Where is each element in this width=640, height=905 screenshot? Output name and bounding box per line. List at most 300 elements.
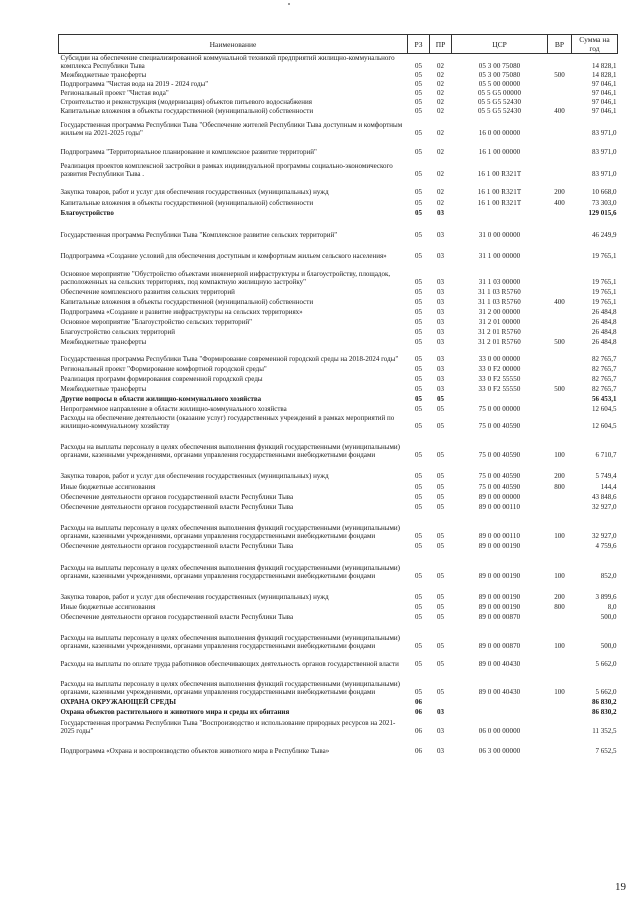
table-row <box>59 651 618 669</box>
cell-csr: 31 2 01 00000 <box>478 317 521 326</box>
cell-pr: 02 <box>437 70 444 79</box>
cell-pr: 03 <box>437 707 444 716</box>
cell-csr: 75 0 00 40590 <box>478 421 521 430</box>
cell-pr: 05 <box>437 531 444 540</box>
cell-rz: 05 <box>415 659 422 668</box>
cell-rz: 05 <box>415 187 422 196</box>
cell-name: Региональный проект "Формирование комфортной городской среды" <box>60 364 267 373</box>
cell-pr: 02 <box>437 88 444 97</box>
cell-rz: 05 <box>415 208 422 217</box>
cell-name: Государственная программа Республики Тыва "Комплексное развитие сельских территорий" <box>60 230 338 239</box>
cell-name: Благоустройство сельских территорий <box>60 327 175 336</box>
cell-csr: 89 0 00 40430 <box>478 659 521 668</box>
cell-pr: 03 <box>437 307 444 316</box>
table-row <box>59 697 618 707</box>
cell-rz: 05 <box>415 307 422 316</box>
cell-sum: 32 927,0 <box>592 502 617 511</box>
cell-name: Закупка товаров, работ и услуг для обеспечения государственных (муниципальных) нужд <box>60 471 329 480</box>
cell-csr: 16 0 00 00000 <box>478 128 521 137</box>
cell-sum: 8,0 <box>607 602 617 611</box>
cell-pr: 05 <box>437 602 444 611</box>
table-row <box>59 116 618 138</box>
table-row <box>59 460 618 481</box>
cell-sum: 5 749,4 <box>595 471 617 480</box>
cell-sum: 144,4 <box>600 482 617 491</box>
cell-vr: 400 <box>554 198 565 207</box>
cell-pr: 05 <box>437 571 444 580</box>
cell-sum: 7 652,5 <box>595 746 617 755</box>
cell-pr: 02 <box>437 187 444 196</box>
cell-csr: 31 2 01 R5760 <box>478 327 521 336</box>
budget-table <box>58 34 618 756</box>
cell-csr: 75 0 00 00000 <box>478 404 521 413</box>
cell-csr: 05 3 00 75080 <box>478 70 521 79</box>
cell-vr: 400 <box>554 106 565 115</box>
cell-name: Основное мероприятие "Обустройство объектами инженерной инфраструктуры и благоустройству, площадок, расположенных на сельских территориях, под компактную жилищную застройку" <box>60 269 391 286</box>
cell-rz: 05 <box>415 354 422 363</box>
cell-csr: 31 0 00 00000 <box>478 230 521 239</box>
cell-vr <box>548 612 572 622</box>
table-row <box>59 502 618 512</box>
table-row <box>59 492 618 502</box>
table-row <box>59 297 618 307</box>
header-csr: ЦСР <box>452 35 548 54</box>
cell-vr <box>548 157 572 179</box>
table-row <box>59 404 618 414</box>
cell-csr: 31 1 03 R5760 <box>478 287 521 296</box>
cell-name: Охрана объектов растительного и животного мира и среды их обитания <box>60 707 290 716</box>
budget-table-sheet <box>58 34 617 756</box>
cell-sum: 5 662,0 <box>595 659 617 668</box>
cell-name: Расходы на выплаты персоналу в целях обеспечения выполнения функций государственными (муниципальными) органами, казенными учреждениями, органами управления государственными внебюджетными фондами <box>60 563 401 580</box>
cell-pr: 03 <box>437 287 444 296</box>
cell-vr <box>548 502 572 512</box>
cell-sum: 82 765,7 <box>592 354 617 363</box>
cell-pr: 03 <box>437 297 444 306</box>
cell-csr: 05 5 G5 52430 <box>477 106 522 115</box>
table-row <box>59 71 618 80</box>
cell-csr: 05 5 G5 00000 <box>477 88 522 97</box>
cell-vr <box>548 218 572 240</box>
cell-vr: 500 <box>554 384 565 393</box>
cell-name: Расходы на выплаты персоналу в целях обеспечения выполнения функций государственными (муниципальными) органами, казенными учреждениями, органами управления государственными внебюджетными фондами <box>60 442 401 459</box>
cell-rz: 06 <box>415 697 422 706</box>
cell-csr: 89 0 00 00000 <box>478 492 521 501</box>
cell-rz: 05 <box>415 169 422 178</box>
cell-rz: 06 <box>415 726 422 735</box>
cell-pr: 02 <box>437 198 444 207</box>
cell-vr: 200 <box>554 471 565 480</box>
cell-name: Государственная программа Республики Тыва "Формирование современной городской среды на 2018-2024 годы" <box>60 354 399 363</box>
cell-rz: 05 <box>415 106 422 115</box>
cell-sum: 56 453,1 <box>592 394 617 403</box>
cell-name: Расходы на выплаты персоналу в целях обеспечения выполнения функций государственными (муниципальными) органами, казенными учреждениями, органами управления государственными внебюджетными фондами <box>60 523 401 540</box>
cell-rz: 05 <box>415 337 422 346</box>
cell-sum: 97 046,1 <box>592 97 617 106</box>
cell-name: Непрограммное направление в области жилищно-коммунального хозяйства <box>60 404 287 413</box>
table-row <box>59 157 618 179</box>
cell-rz: 05 <box>415 79 422 88</box>
header-rz: РЗ <box>408 35 430 54</box>
cell-csr: 16 1 00 00000 <box>478 147 521 156</box>
cell-sum: 10 668,0 <box>592 187 617 196</box>
cell-vr <box>548 374 572 384</box>
cell-rz: 05 <box>415 297 422 306</box>
table-row <box>59 138 618 157</box>
cell-name: Реализация проектов комплексной застройки в рамках индивидуальной программы социально-экономического развития Республики Тыва . <box>60 161 393 178</box>
cell-name: Межбюджетные трансферты <box>60 337 147 346</box>
cell-csr: 89 0 00 40430 <box>478 687 521 696</box>
cell-vr <box>548 317 572 327</box>
cell-sum: 83 971,0 <box>592 128 617 137</box>
page-number: 19 <box>615 881 626 893</box>
table-row <box>59 581 618 602</box>
cell-csr: 33 0 00 00000 <box>478 354 521 363</box>
cell-vr <box>548 80 572 89</box>
table-row <box>59 414 618 431</box>
cell-rz: 05 <box>415 592 422 601</box>
cell-vr <box>548 208 572 218</box>
table-row <box>59 307 618 317</box>
cell-vr: 200 <box>554 187 565 196</box>
cell-rz: 06 <box>415 707 422 716</box>
cell-name: Государственная программа Республики Тыва "Обеспечение жителей Республики Тыва доступным и комфортным жильем на 2021-2025 годы" <box>60 120 403 137</box>
cell-csr: 75 0 00 40590 <box>478 482 521 491</box>
cell-csr <box>452 394 548 404</box>
table-row <box>59 481 618 492</box>
cell-sum: 14 828,1 <box>592 61 617 70</box>
cell-pr: 03 <box>437 317 444 326</box>
cell-sum: 32 927,0 <box>592 531 617 540</box>
cell-pr: 05 <box>437 394 444 403</box>
cell-sum: 86 830,2 <box>592 707 617 716</box>
cell-name: Закупка товаров, работ и услуг для обеспечения государственных (муниципальных) нужд <box>60 592 329 601</box>
cell-rz: 05 <box>415 97 422 106</box>
cell-vr <box>548 347 572 364</box>
cell-vr: 200 <box>554 592 565 601</box>
cell-name: Обеспечение деятельности органов государственной власти Республики Тыва <box>60 502 294 511</box>
cell-rz: 05 <box>415 61 422 70</box>
cell-pr: 03 <box>437 208 444 217</box>
cell-name: Капитальные вложения в объекты государственной (муниципальной) собственности <box>60 297 314 306</box>
cell-sum: 500,0 <box>600 641 617 650</box>
cell-rz: 05 <box>415 471 422 480</box>
cell-name: Расходы на выплаты персоналу в целях обеспечения выполнения функций государственными (муниципальными) органами, казенными учреждениями, органами управления государственными внебюджетными фондами <box>60 633 401 650</box>
cell-sum: 82 765,7 <box>592 374 617 383</box>
cell-vr <box>548 697 572 707</box>
cell-pr: 03 <box>437 251 444 260</box>
cell-name: Межбюджетные трансферты <box>60 384 147 393</box>
table-row <box>59 736 618 756</box>
table-row <box>59 287 618 297</box>
header-pr: ПР <box>430 35 452 54</box>
table-row <box>59 431 618 460</box>
cell-csr <box>452 208 548 218</box>
cell-name: Подпрограмма "Территориальное планирование и комплексное развитие территорий" <box>60 147 317 156</box>
cell-csr: 33 0 F2 55550 <box>478 374 521 383</box>
cell-sum: 19 765,1 <box>592 297 617 306</box>
table-row <box>59 317 618 327</box>
cell-pr: 02 <box>437 169 444 178</box>
cell-sum: 500,0 <box>600 612 617 621</box>
cell-rz: 05 <box>415 602 422 611</box>
cell-pr: 03 <box>437 354 444 363</box>
cell-vr: 100 <box>554 687 565 696</box>
cell-pr: 05 <box>437 612 444 621</box>
cell-vr <box>548 541 572 551</box>
cell-sum: 97 046,1 <box>592 106 617 115</box>
cell-sum: 73 303,0 <box>592 198 617 207</box>
table-row <box>59 327 618 337</box>
cell-csr: 16 1 00 R321T <box>477 198 522 207</box>
cell-name: Капитальные вложения в объекты государственной (муниципальной) собственности <box>60 198 314 207</box>
cell-vr <box>548 394 572 404</box>
cell-pr: 03 <box>437 230 444 239</box>
cell-sum: 5 662,0 <box>595 687 617 696</box>
cell-sum: 14 828,1 <box>592 70 617 79</box>
cell-vr <box>548 98 572 107</box>
cell-vr: 100 <box>554 571 565 580</box>
cell-pr: 03 <box>437 337 444 346</box>
cell-rz: 05 <box>415 641 422 650</box>
cell-sum: 82 765,7 <box>592 384 617 393</box>
table-row <box>59 612 618 622</box>
table-row <box>59 374 618 384</box>
cell-vr <box>548 138 572 157</box>
cell-pr: 03 <box>437 384 444 393</box>
cell-sum: 11 352,5 <box>592 726 617 735</box>
cell-sum: 82 765,7 <box>592 364 617 373</box>
cell-vr <box>548 240 572 261</box>
cell-name: Расходы на выплаты по оплате труда работников обеспечивающих деятельность органов государственной власти <box>60 659 399 668</box>
table-header <box>59 35 618 54</box>
cell-pr: 05 <box>437 404 444 413</box>
table-row <box>59 717 618 736</box>
cell-rz: 05 <box>415 287 422 296</box>
cell-rz: 05 <box>415 421 422 430</box>
cell-name: Расходы на выплаты персоналу в целях обеспечения выполнения функций государственными (муниципальными) органами, казенными учреждениями, органами управления государственными внебюджетными фондами <box>60 679 401 696</box>
table-row <box>59 208 618 218</box>
cell-name: Межбюджетные трансферты <box>60 70 147 79</box>
cell-csr: 05 5 00 00000 <box>478 79 521 88</box>
cell-vr <box>548 54 572 71</box>
cell-csr: 31 2 01 R5760 <box>478 337 521 346</box>
header-sum: Сумма на год <box>572 35 618 54</box>
cell-csr <box>452 707 548 717</box>
scan-speck <box>288 3 290 5</box>
cell-name: Благоустройство <box>60 208 114 217</box>
table-row <box>59 54 618 71</box>
cell-csr: 16 1 00 R321T <box>477 187 522 196</box>
cell-name: Основное мероприятие "Благоустройство сельских территорий" <box>60 317 253 326</box>
cell-sum: 97 046,1 <box>592 88 617 97</box>
cell-pr: 03 <box>437 277 444 286</box>
cell-vr <box>548 116 572 138</box>
table-row <box>59 261 618 287</box>
cell-pr: 05 <box>437 502 444 511</box>
cell-csr: 05 3 00 75080 <box>478 61 521 70</box>
table-row <box>59 107 618 116</box>
table-row <box>59 80 618 89</box>
cell-sum: 43 848,6 <box>592 492 617 501</box>
table-row <box>59 218 618 240</box>
cell-name: Государственная программа Республики Тыва "Воспроизводство и использование природных ресурсов на 2021-2025 годы" <box>60 718 396 735</box>
cell-csr: 16 1 00 R321T <box>477 169 522 178</box>
cell-sum: 12 604,5 <box>592 421 617 430</box>
cell-name: Закупка товаров, работ и услуг для обеспечения государственных (муниципальных) нужд <box>60 187 329 196</box>
table-row <box>59 384 618 394</box>
cell-sum: 3 899,6 <box>595 592 617 601</box>
cell-name: Обеспечение комплексного развития сельских территорий <box>60 287 235 296</box>
table-row <box>59 337 618 347</box>
cell-vr: 800 <box>554 482 565 491</box>
cell-vr: 400 <box>554 297 565 306</box>
cell-name: Другие вопросы в области жилищно-коммунального хозяйства <box>60 394 262 403</box>
cell-csr: 89 0 00 00190 <box>478 592 521 601</box>
cell-rz: 05 <box>415 317 422 326</box>
table-row <box>59 512 618 541</box>
cell-csr: 31 2 00 00000 <box>478 307 521 316</box>
cell-vr <box>548 261 572 287</box>
cell-pr: 05 <box>437 492 444 501</box>
cell-pr: 05 <box>437 641 444 650</box>
cell-rz: 05 <box>415 251 422 260</box>
cell-csr: 31 1 03 R5760 <box>478 297 521 306</box>
cell-rz: 05 <box>415 492 422 501</box>
cell-rz: 05 <box>415 404 422 413</box>
table-row <box>59 197 618 208</box>
cell-name: ОХРАНА ОКРУЖАЮЩЕЙ СРЕДЫ <box>60 697 176 706</box>
cell-csr: 89 0 00 00190 <box>478 541 521 550</box>
cell-sum: 26 484,8 <box>592 307 617 316</box>
cell-rz: 05 <box>415 128 422 137</box>
cell-vr: 100 <box>554 450 565 459</box>
cell-rz: 05 <box>415 327 422 336</box>
cell-csr: 89 0 00 00870 <box>478 641 521 650</box>
cell-csr: 89 0 00 00870 <box>478 612 521 621</box>
table-row <box>59 602 618 612</box>
cell-csr: 89 0 00 00190 <box>478 571 521 580</box>
cell-rz: 05 <box>415 364 422 373</box>
cell-sum: 129 015,6 <box>588 208 617 217</box>
cell-vr <box>548 364 572 374</box>
cell-name: Реализация программ формирования современной городской среды <box>60 374 263 383</box>
cell-rz: 05 <box>415 541 422 550</box>
cell-sum: 26 484,8 <box>592 317 617 326</box>
cell-csr: 05 5 G5 52430 <box>477 97 522 106</box>
cell-vr <box>548 651 572 669</box>
cell-name: Иные бюджетные ассигнования <box>60 602 156 611</box>
cell-sum: 6 710,7 <box>595 450 617 459</box>
cell-pr: 02 <box>437 97 444 106</box>
cell-name: Субсидии на обеспечение специализированной коммунальной техникой предприятий жилищно-коммунального комплекса Республики Тыва <box>60 53 395 70</box>
cell-sum: 4 759,6 <box>595 541 617 550</box>
cell-sum: 26 484,8 <box>592 337 617 346</box>
cell-name: Капитальные вложения в объекты государственной (муниципальной) собственности <box>60 106 314 115</box>
cell-vr <box>548 287 572 297</box>
cell-pr: 05 <box>437 659 444 668</box>
cell-vr <box>548 707 572 717</box>
cell-name: Обеспечение деятельности органов государственной власти Республики Тыва <box>60 492 294 501</box>
cell-rz: 05 <box>415 394 422 403</box>
table-row <box>59 669 618 697</box>
cell-vr: 500 <box>554 70 565 79</box>
table-row <box>59 89 618 98</box>
cell-sum: 83 971,0 <box>592 147 617 156</box>
cell-csr: 31 1 03 00000 <box>478 277 521 286</box>
cell-rz: 05 <box>415 147 422 156</box>
cell-rz: 05 <box>415 384 422 393</box>
cell-name: Обеспечение деятельности органов государственной власти Республики Тыва <box>60 612 294 621</box>
cell-vr: 500 <box>554 337 565 346</box>
cell-csr: 33 0 F2 00000 <box>478 364 521 373</box>
cell-pr: 03 <box>437 327 444 336</box>
cell-pr: 03 <box>437 746 444 755</box>
cell-name: Строительство и реконструкция (модернизация) объектов питьевого водоснабжения <box>60 97 312 106</box>
table-row <box>59 347 618 364</box>
cell-vr <box>548 89 572 98</box>
cell-pr: 03 <box>437 726 444 735</box>
table-row <box>59 707 618 717</box>
cell-vr <box>548 736 572 756</box>
cell-csr: 06 0 00 00000 <box>478 726 521 735</box>
cell-pr: 05 <box>437 592 444 601</box>
cell-vr <box>548 327 572 337</box>
cell-name: Подпрограмма «Создание условий для обеспечения доступным и комфортным жильем сельского населения» <box>60 251 387 260</box>
cell-sum: 12 604,5 <box>592 404 617 413</box>
cell-pr: 02 <box>437 106 444 115</box>
header-name: Наименование <box>59 35 408 54</box>
cell-pr: 03 <box>437 374 444 383</box>
table-row <box>59 240 618 261</box>
cell-rz: 05 <box>415 88 422 97</box>
cell-csr <box>452 697 548 707</box>
cell-rz: 05 <box>415 450 422 459</box>
cell-pr: 05 <box>437 541 444 550</box>
cell-pr: 02 <box>437 128 444 137</box>
table-row <box>59 394 618 404</box>
cell-rz: 05 <box>415 374 422 383</box>
cell-sum: 83 971,0 <box>592 169 617 178</box>
cell-name: Подпрограмма «Охрана и воспроизводство объектов животного мира в Республике Тыва» <box>60 746 330 755</box>
cell-sum: 19 765,1 <box>592 287 617 296</box>
cell-csr: 75 0 00 40590 <box>478 471 521 480</box>
cell-csr: 89 0 00 00110 <box>478 502 521 511</box>
cell-sum: 86 830,2 <box>592 697 617 706</box>
cell-rz: 05 <box>415 502 422 511</box>
cell-name: Региональный проект "Чистая вода" <box>60 88 169 97</box>
cell-rz: 05 <box>415 277 422 286</box>
cell-name: Подпрограмма "Чистая вода на 2019 - 2024 годы" <box>60 79 209 88</box>
cell-rz: 05 <box>415 571 422 580</box>
cell-name: Обеспечение деятельности органов государственной власти Республики Тыва <box>60 541 294 550</box>
cell-rz: 05 <box>415 482 422 491</box>
cell-sum: 97 046,1 <box>592 79 617 88</box>
cell-csr: 33 0 F2 55550 <box>478 384 521 393</box>
cell-csr: 31 1 00 00000 <box>478 251 521 260</box>
cell-rz: 05 <box>415 70 422 79</box>
cell-pr: 02 <box>437 147 444 156</box>
cell-pr: 02 <box>437 61 444 70</box>
cell-rz: 05 <box>415 612 422 621</box>
cell-sum: 852,0 <box>600 571 617 580</box>
cell-pr: 02 <box>437 79 444 88</box>
cell-sum: 19 765,1 <box>592 277 617 286</box>
cell-vr <box>548 307 572 317</box>
cell-pr: 05 <box>437 482 444 491</box>
cell-csr: 75 0 00 40590 <box>478 450 521 459</box>
cell-pr: 03 <box>437 364 444 373</box>
